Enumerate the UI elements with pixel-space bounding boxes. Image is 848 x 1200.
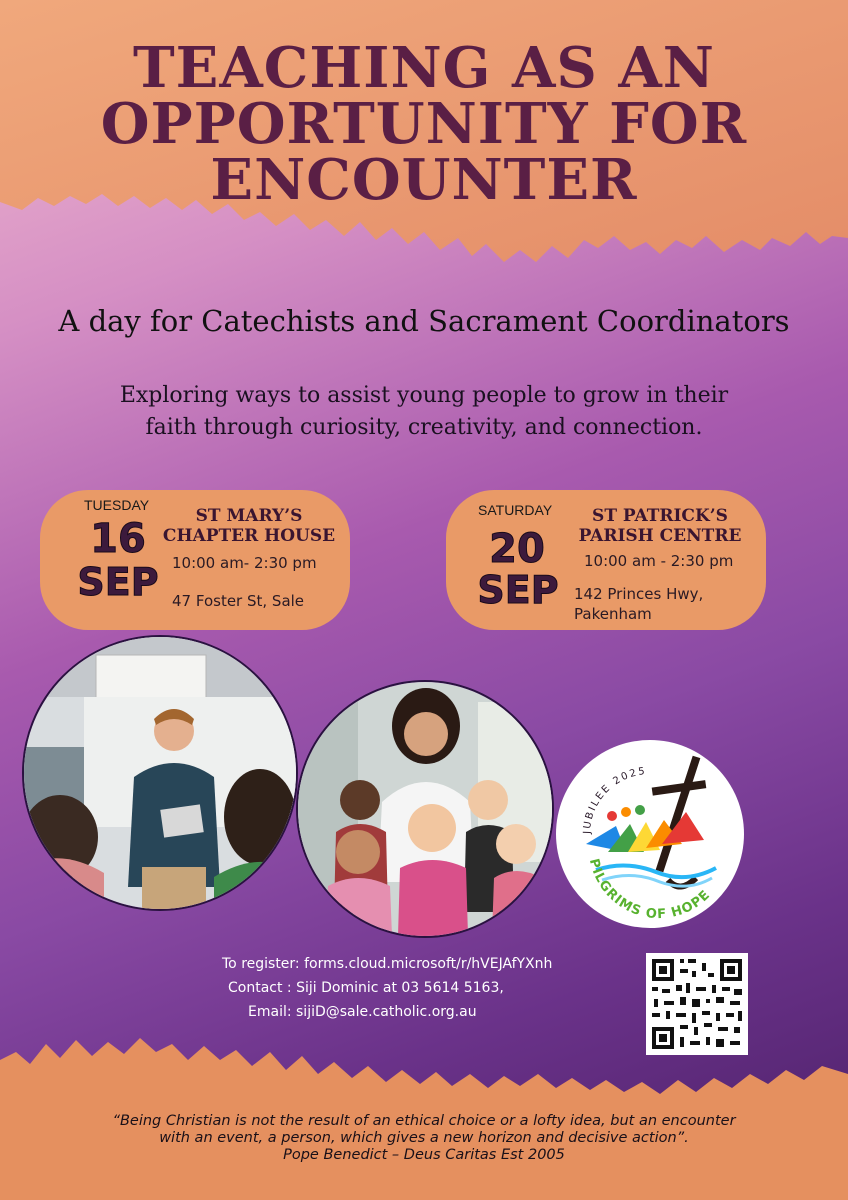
- register-link[interactable]: To register: forms.cloud.microsoft/r/hVEJAfYXnh: [222, 956, 553, 972]
- quote-line: with an event, a person, which gives a new horizon and decisive action”.: [159, 1130, 689, 1146]
- logo-bottom-text: PILGRIMS OF HOPE: [585, 857, 714, 923]
- event-card-st-marys: [40, 490, 350, 630]
- event-weekday: SATURDAY: [478, 502, 553, 518]
- address-line: Pakenham: [574, 605, 652, 623]
- event-day: 16: [90, 516, 146, 562]
- venue-line: PARISH CENTRE: [578, 526, 742, 546]
- audience-subtitle: A day for Catechists and Sacrament Coordinators: [58, 304, 790, 338]
- event-address: [574, 584, 703, 624]
- venue-line: ST MARY’S: [195, 506, 303, 526]
- children-photo: [296, 680, 554, 938]
- event-address: [172, 592, 304, 610]
- title-line: OPPORTUNITY FOR: [100, 91, 748, 157]
- svg-text:JUBILEE 2025: [582, 766, 647, 835]
- qr-code[interactable]: [646, 953, 748, 1055]
- event-time: 10:00 am- 2:30 pm: [172, 554, 317, 572]
- jubilee-logo: [556, 740, 744, 928]
- event-venue: [160, 506, 338, 546]
- pope-benedict-quote: [30, 1113, 818, 1164]
- event-title: [0, 35, 848, 213]
- description-line: Exploring ways to assist young people to grow in their: [119, 383, 729, 408]
- event-day: 20: [489, 526, 545, 572]
- event-card-st-patricks: [446, 490, 766, 630]
- event-description: [0, 380, 848, 444]
- event-month: SEP: [477, 568, 559, 612]
- event-weekday: TUESDAY: [84, 497, 150, 513]
- teacher-photo: [22, 635, 298, 911]
- quote-attribution: Pope Benedict – Deus Caritas Est 2005: [283, 1147, 565, 1163]
- venue-line: CHAPTER HOUSE: [162, 526, 336, 546]
- quote-line: “Being Christian is not the result of an ethical choice or a lofty idea, but an encounter: [112, 1113, 736, 1129]
- contact-block: [200, 952, 552, 1024]
- address-line: 47 Foster St, Sale: [172, 592, 305, 610]
- title-line: TEACHING AS AN: [132, 35, 715, 101]
- description-line: faith through curiosity, creativity, and connection.: [145, 415, 703, 440]
- event-time: 10:00 am - 2:30 pm: [584, 552, 734, 570]
- title-line: ENCOUNTER: [210, 147, 638, 213]
- logo-top-text: JUBILEE 2025: [581, 765, 648, 835]
- event-venue: [576, 506, 744, 546]
- contact-email[interactable]: Email: sijiD@sale.catholic.org.au: [248, 1004, 477, 1020]
- address-line: 142 Princes Hwy,: [574, 585, 704, 603]
- event-month: SEP: [77, 560, 159, 604]
- venue-line: ST PATRICK’S: [592, 506, 728, 526]
- contact-phone: Contact : Siji Dominic at 03 5614 5163,: [228, 980, 504, 996]
